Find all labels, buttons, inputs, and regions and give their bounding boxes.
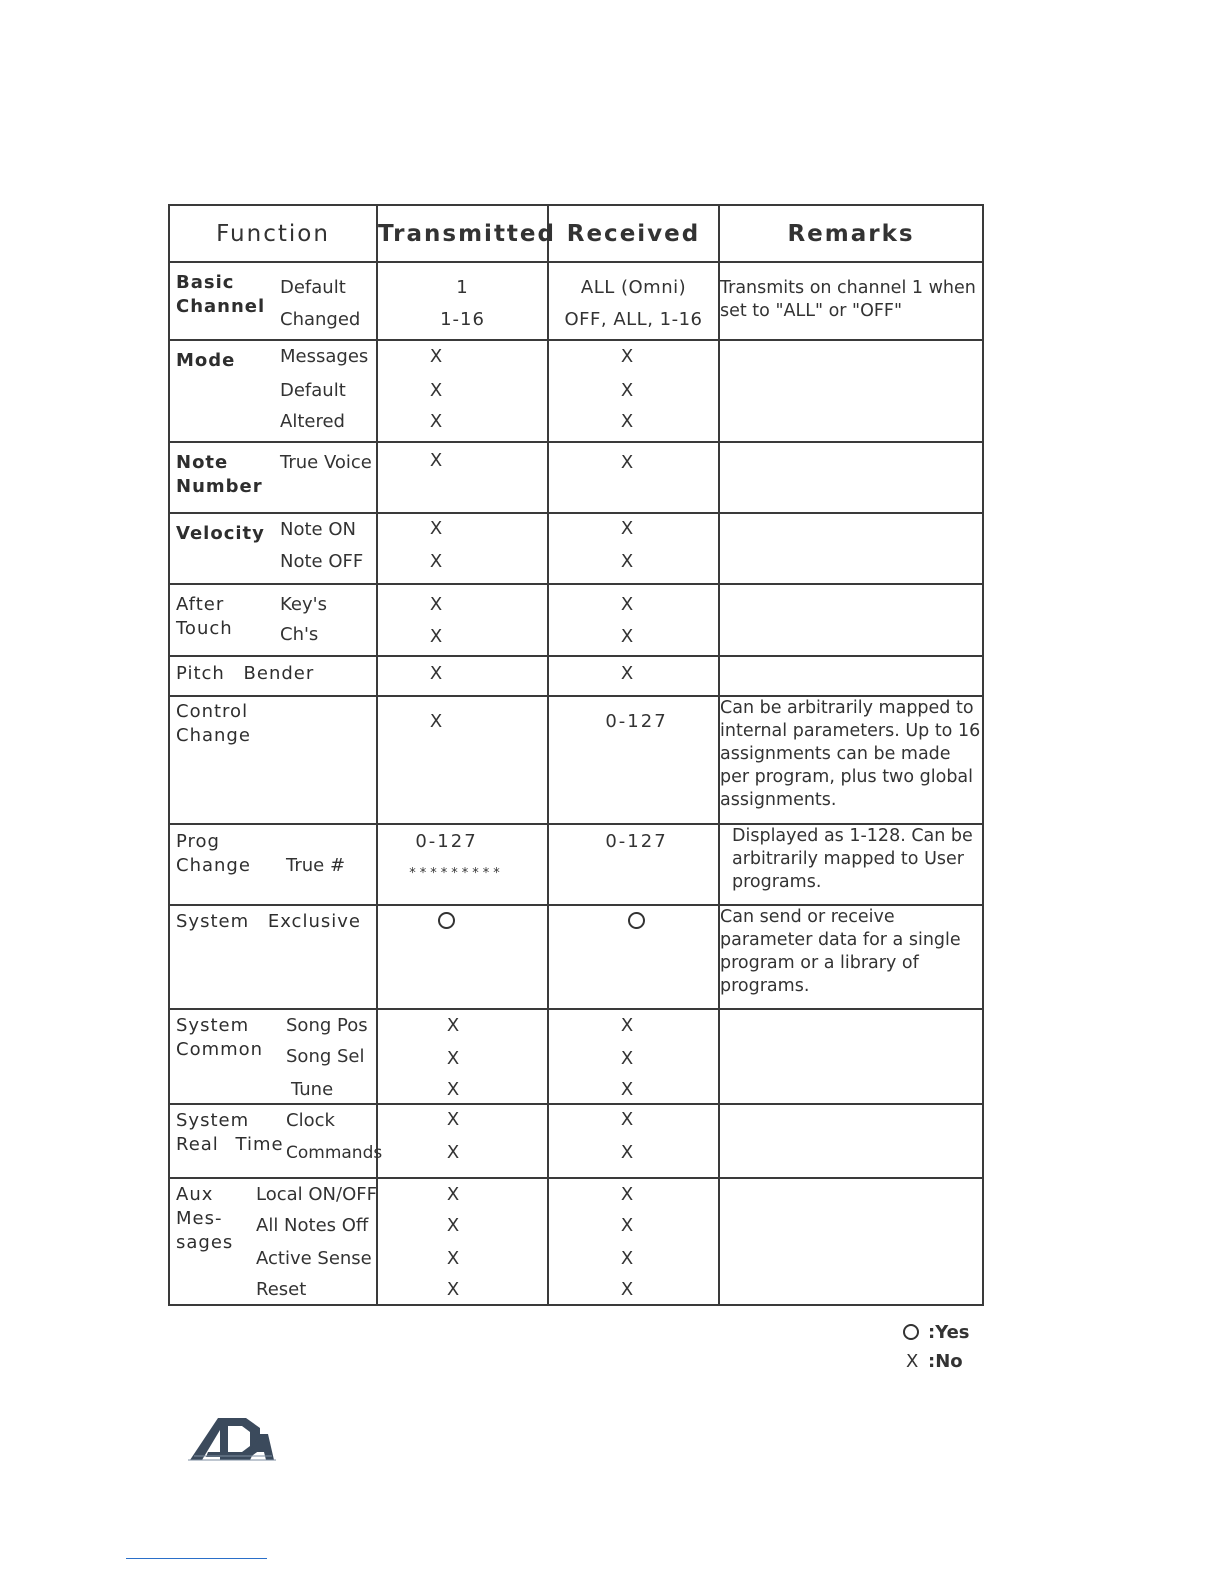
legend-no-symbol: X <box>906 1351 919 1372</box>
function-cell <box>169 584 377 656</box>
function-label: System Common <box>176 1015 264 1060</box>
table-row <box>169 513 983 584</box>
function-cell <box>169 905 377 1009</box>
sub-label: Song Pos <box>286 1015 368 1036</box>
midi-implementation-chart <box>168 204 984 1306</box>
table-row <box>169 262 983 340</box>
function-cell <box>169 513 377 584</box>
ada-logo-icon <box>188 1412 276 1462</box>
table-row <box>169 584 983 656</box>
sub-label: True # <box>286 855 346 876</box>
function-label: System Real Time <box>176 1110 284 1155</box>
sub-label: Ch's <box>280 624 319 645</box>
transmitted-cell <box>377 1104 548 1178</box>
sub-label: Altered <box>280 411 345 432</box>
transmitted-value: X <box>429 711 444 732</box>
legend <box>902 1318 970 1376</box>
transmitted-cell <box>377 340 548 442</box>
table-row <box>169 1104 983 1178</box>
sub-label: Commands <box>286 1143 383 1163</box>
sub-label: Reset <box>256 1279 307 1300</box>
sub-label: Active Sense <box>256 1248 372 1269</box>
received-value: X <box>620 1215 635 1236</box>
transmitted-value: X <box>446 1015 461 1036</box>
function-label: Velocity <box>176 523 265 544</box>
transmitted-cell <box>377 442 548 513</box>
table-row <box>169 1009 983 1104</box>
header-remarks: Remarks <box>719 205 983 262</box>
received-value: X <box>620 1079 635 1100</box>
function-label: Mode <box>176 350 236 371</box>
remarks-cell <box>719 513 983 584</box>
received-cell <box>548 262 719 340</box>
remarks-cell <box>719 442 983 513</box>
transmitted-cell <box>377 656 548 696</box>
function-cell <box>169 1104 383 1178</box>
transmitted-value: X <box>429 518 444 539</box>
received-value: X <box>620 380 635 401</box>
remarks-cell: Can send or receive parameter data for a single program or a library of programs. <box>719 905 983 1009</box>
legend-no-label: :No <box>928 1351 963 1372</box>
transmitted-cell <box>377 1178 548 1305</box>
received-cell <box>548 824 719 905</box>
transmitted-value: X <box>429 411 444 432</box>
yes-circle-icon <box>438 912 455 929</box>
transmitted-cell <box>377 824 548 905</box>
received-value: X <box>620 518 635 539</box>
transmitted-value: X <box>429 663 444 684</box>
remarks-cell <box>719 1009 983 1104</box>
transmitted-cell <box>377 1009 548 1104</box>
received-value: X <box>620 594 635 615</box>
sub-label: Local ON/OFF <box>256 1184 377 1205</box>
received-value: 0-127 <box>605 711 668 732</box>
transmitted-value: X <box>446 1109 461 1130</box>
remarks-cell <box>719 584 983 656</box>
function-label: Aux Mes- sages <box>176 1184 234 1253</box>
transmitted-value: X <box>446 1048 461 1069</box>
received-cell <box>548 513 719 584</box>
received-value: X <box>620 1248 635 1269</box>
received-cell <box>548 696 719 824</box>
transmitted-value: X <box>446 1142 461 1163</box>
table-row <box>169 340 983 442</box>
sub-label: Tune <box>291 1079 334 1100</box>
function-cell <box>169 696 377 824</box>
table-row <box>169 696 983 824</box>
transmitted-value: X <box>429 380 444 401</box>
function-cell <box>169 340 377 442</box>
received-value: ALL (Omni) <box>580 277 687 298</box>
sub-label: Note ON <box>280 519 356 540</box>
transmitted-value: X <box>429 551 444 572</box>
sub-label: Messages <box>280 346 369 367</box>
received-value: X <box>620 346 635 367</box>
function-label: Prog Change <box>176 831 251 876</box>
received-value: X <box>620 663 635 684</box>
received-value: X <box>620 1184 635 1205</box>
legend-yes-label: :Yes <box>928 1322 970 1343</box>
function-label: Note Number <box>176 452 263 497</box>
header-received: Received <box>548 205 719 262</box>
sub-label: True Voice <box>280 452 372 473</box>
received-value: X <box>620 452 635 473</box>
received-cell <box>548 1009 719 1104</box>
header-function: Function <box>169 205 377 262</box>
function-cell <box>169 824 377 905</box>
transmitted-value: ********* <box>409 866 504 881</box>
remarks-cell <box>719 656 983 696</box>
transmitted-value: X <box>446 1184 461 1205</box>
function-label: Control Change <box>176 701 251 746</box>
sub-label: Key's <box>280 594 327 615</box>
received-cell <box>548 584 719 656</box>
remarks-cell <box>719 1178 983 1305</box>
transmitted-value: X <box>446 1215 461 1236</box>
received-value: X <box>620 411 635 432</box>
received-cell <box>548 1104 719 1178</box>
legend-yes-symbol <box>902 1318 928 1347</box>
received-value <box>552 912 721 936</box>
transmitted-value: X <box>446 1279 461 1300</box>
sub-label: All Notes Off <box>256 1215 369 1236</box>
function-label: After Touch <box>176 594 233 639</box>
received-value: X <box>620 1015 635 1036</box>
sub-label: Song Sel <box>286 1046 365 1067</box>
transmitted-cell <box>377 696 548 824</box>
function-cell <box>169 1178 377 1305</box>
transmitted-value: X <box>429 594 444 615</box>
sub-label: Clock <box>286 1110 335 1131</box>
transmitted-value: X <box>429 450 444 471</box>
received-value: OFF, ALL, 1-16 <box>564 309 703 330</box>
transmitted-cell <box>377 905 548 1009</box>
received-value: X <box>620 626 635 647</box>
table-row <box>169 1178 983 1305</box>
transmitted-value: X <box>429 346 444 367</box>
table-row <box>169 656 983 696</box>
received-cell <box>548 905 719 1009</box>
received-value: X <box>620 1279 635 1300</box>
received-cell <box>548 656 719 696</box>
received-value: X <box>620 1048 635 1069</box>
table-row <box>169 905 983 1009</box>
remarks-cell <box>719 1104 983 1178</box>
header-transmitted: Transmitted <box>377 205 548 262</box>
function-label: System Exclusive <box>176 911 361 932</box>
transmitted-value: 1 <box>456 277 469 298</box>
header-row <box>169 205 983 262</box>
transmitted-value: X <box>429 626 444 647</box>
transmitted-value: 0-127 <box>415 831 478 852</box>
function-label: Pitch Bender <box>176 663 315 684</box>
footer-divider <box>126 1558 267 1559</box>
received-cell <box>548 1178 719 1305</box>
sub-label: Changed <box>280 309 361 330</box>
transmitted-cell <box>377 262 548 340</box>
remarks-cell: Can be arbitrarily mapped to internal parameters. Up to 16 assignments can be made per program, plus two global assignments. <box>719 696 983 824</box>
table-row <box>169 442 983 513</box>
received-cell <box>548 442 719 513</box>
remarks-cell <box>719 340 983 442</box>
remarks-cell: Transmits on channel 1 when set to "ALL" or "OFF" <box>719 262 983 340</box>
transmitted-value: X <box>446 1248 461 1269</box>
function-cell <box>169 1009 377 1104</box>
transmitted-value: 1-16 <box>440 309 485 330</box>
function-cell <box>169 442 377 513</box>
transmitted-cell <box>377 584 548 656</box>
transmitted-cell <box>377 513 548 584</box>
received-value: X <box>620 551 635 572</box>
received-value: 0-127 <box>605 831 668 852</box>
table-row <box>169 824 983 905</box>
legend-yes <box>902 1318 970 1347</box>
sub-label: Note OFF <box>280 551 364 572</box>
received-cell <box>548 340 719 442</box>
transmitted-value: X <box>446 1079 461 1100</box>
yes-circle-icon <box>628 912 645 929</box>
function-label: Basic Channel <box>176 272 266 317</box>
sub-label: Default <box>280 277 346 298</box>
remarks-cell: Displayed as 1-128. Can be arbitrarily mapped to User programs. <box>719 824 983 905</box>
function-cell <box>169 262 377 340</box>
yes-circle-icon <box>903 1324 919 1340</box>
transmitted-value <box>362 912 531 936</box>
function-cell <box>169 656 377 696</box>
sub-label: Default <box>280 380 346 401</box>
received-value: X <box>620 1142 635 1163</box>
received-value: X <box>620 1109 635 1130</box>
legend-no <box>902 1347 970 1376</box>
